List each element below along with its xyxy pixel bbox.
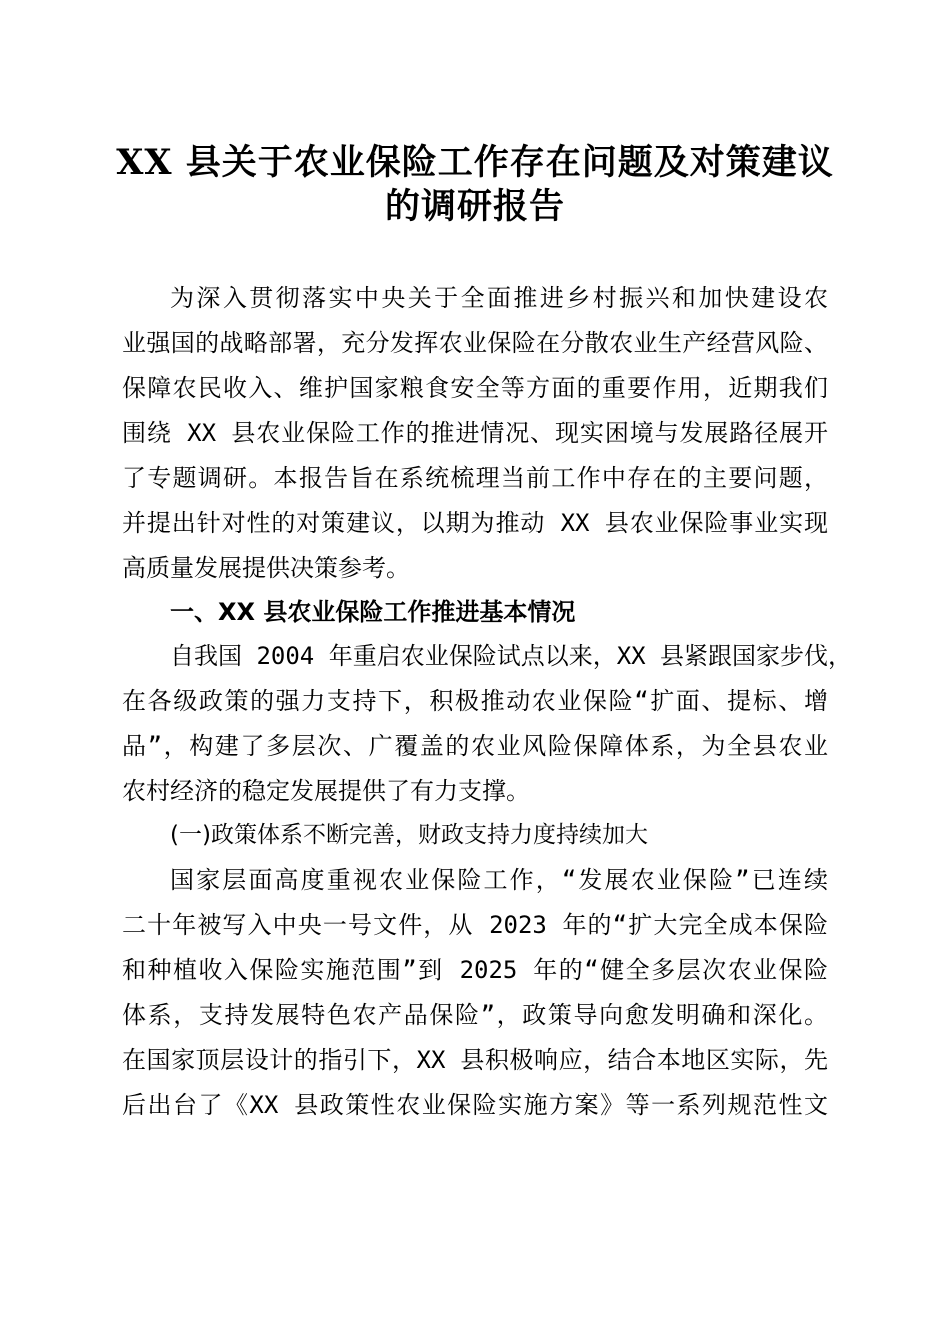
document-title-line-2: 的调研报告 — [384, 186, 565, 227]
intro-paragraph-line: 了专题调研。本报告旨在系统梳理当前工作中存在的主要问题， — [122, 464, 828, 492]
section-paragraph-line: 自我国 2004 年重启农业保险试点以来，XX 县紧跟国家步伐， — [170, 642, 853, 670]
document-title-line-1: XX 县关于农业保险工作存在问题及对策建议 — [116, 142, 834, 183]
section-paragraph-line: 品”，构建了多层次、广覆盖的农业风险保障体系，为全县农业 — [122, 732, 828, 760]
intro-paragraph-line: 高质量发展提供决策参考。 — [122, 554, 410, 582]
section-paragraph-line: 在各级政策的强力支持下，积极推动农业保险“扩面、提标、增 — [122, 687, 828, 715]
subsection-paragraph-line: 体系，支持发展特色农产品保险”，政策导向愈发明确和深化。 — [122, 1001, 828, 1029]
subsection-paragraph-line: 在国家顶层设计的指引下，XX 县积极响应，结合本地区实际，先 — [122, 1046, 828, 1074]
intro-paragraph-line: 业强国的战略部署，充分发挥农业保险在分散农业生产经营风险、 — [122, 329, 828, 357]
section-paragraph-line: 农村经济的稳定发展提供了有力支撑。 — [122, 777, 530, 805]
intro-paragraph-line: 围绕 XX 县农业保险工作的推进情况、现实困境与发展路径展开 — [122, 419, 828, 447]
section-heading: 一、XX 县农业保险工作推进基本情况 — [170, 598, 576, 626]
subsection-paragraph-line: 国家层面高度重视农业保险工作，“发展农业保险”已连续 — [170, 866, 828, 894]
intro-paragraph-line: 并提出针对性的对策建议，以期为推动 XX 县农业保险事业实现 — [122, 509, 828, 537]
subsection-paragraph-line: 和种植收入保险实施范围”到 2025 年的“健全多层次农业保险 — [122, 956, 828, 984]
subsection-heading: (一)政策体系不断完善，财政支持力度持续加大 — [170, 822, 648, 848]
intro-paragraph-line: 为深入贯彻落实中央关于全面推进乡村振兴和加快建设农 — [170, 284, 828, 312]
subsection-paragraph-line: 二十年被写入中央一号文件，从 2023 年的“扩大完全成本保险 — [122, 911, 828, 939]
intro-paragraph-line: 保障农民收入、维护国家粮食安全等方面的重要作用，近期我们 — [122, 374, 828, 402]
subsection-paragraph-line: 后出台了《XX 县政策性农业保险实施方案》等一系列规范性文 — [122, 1091, 828, 1119]
